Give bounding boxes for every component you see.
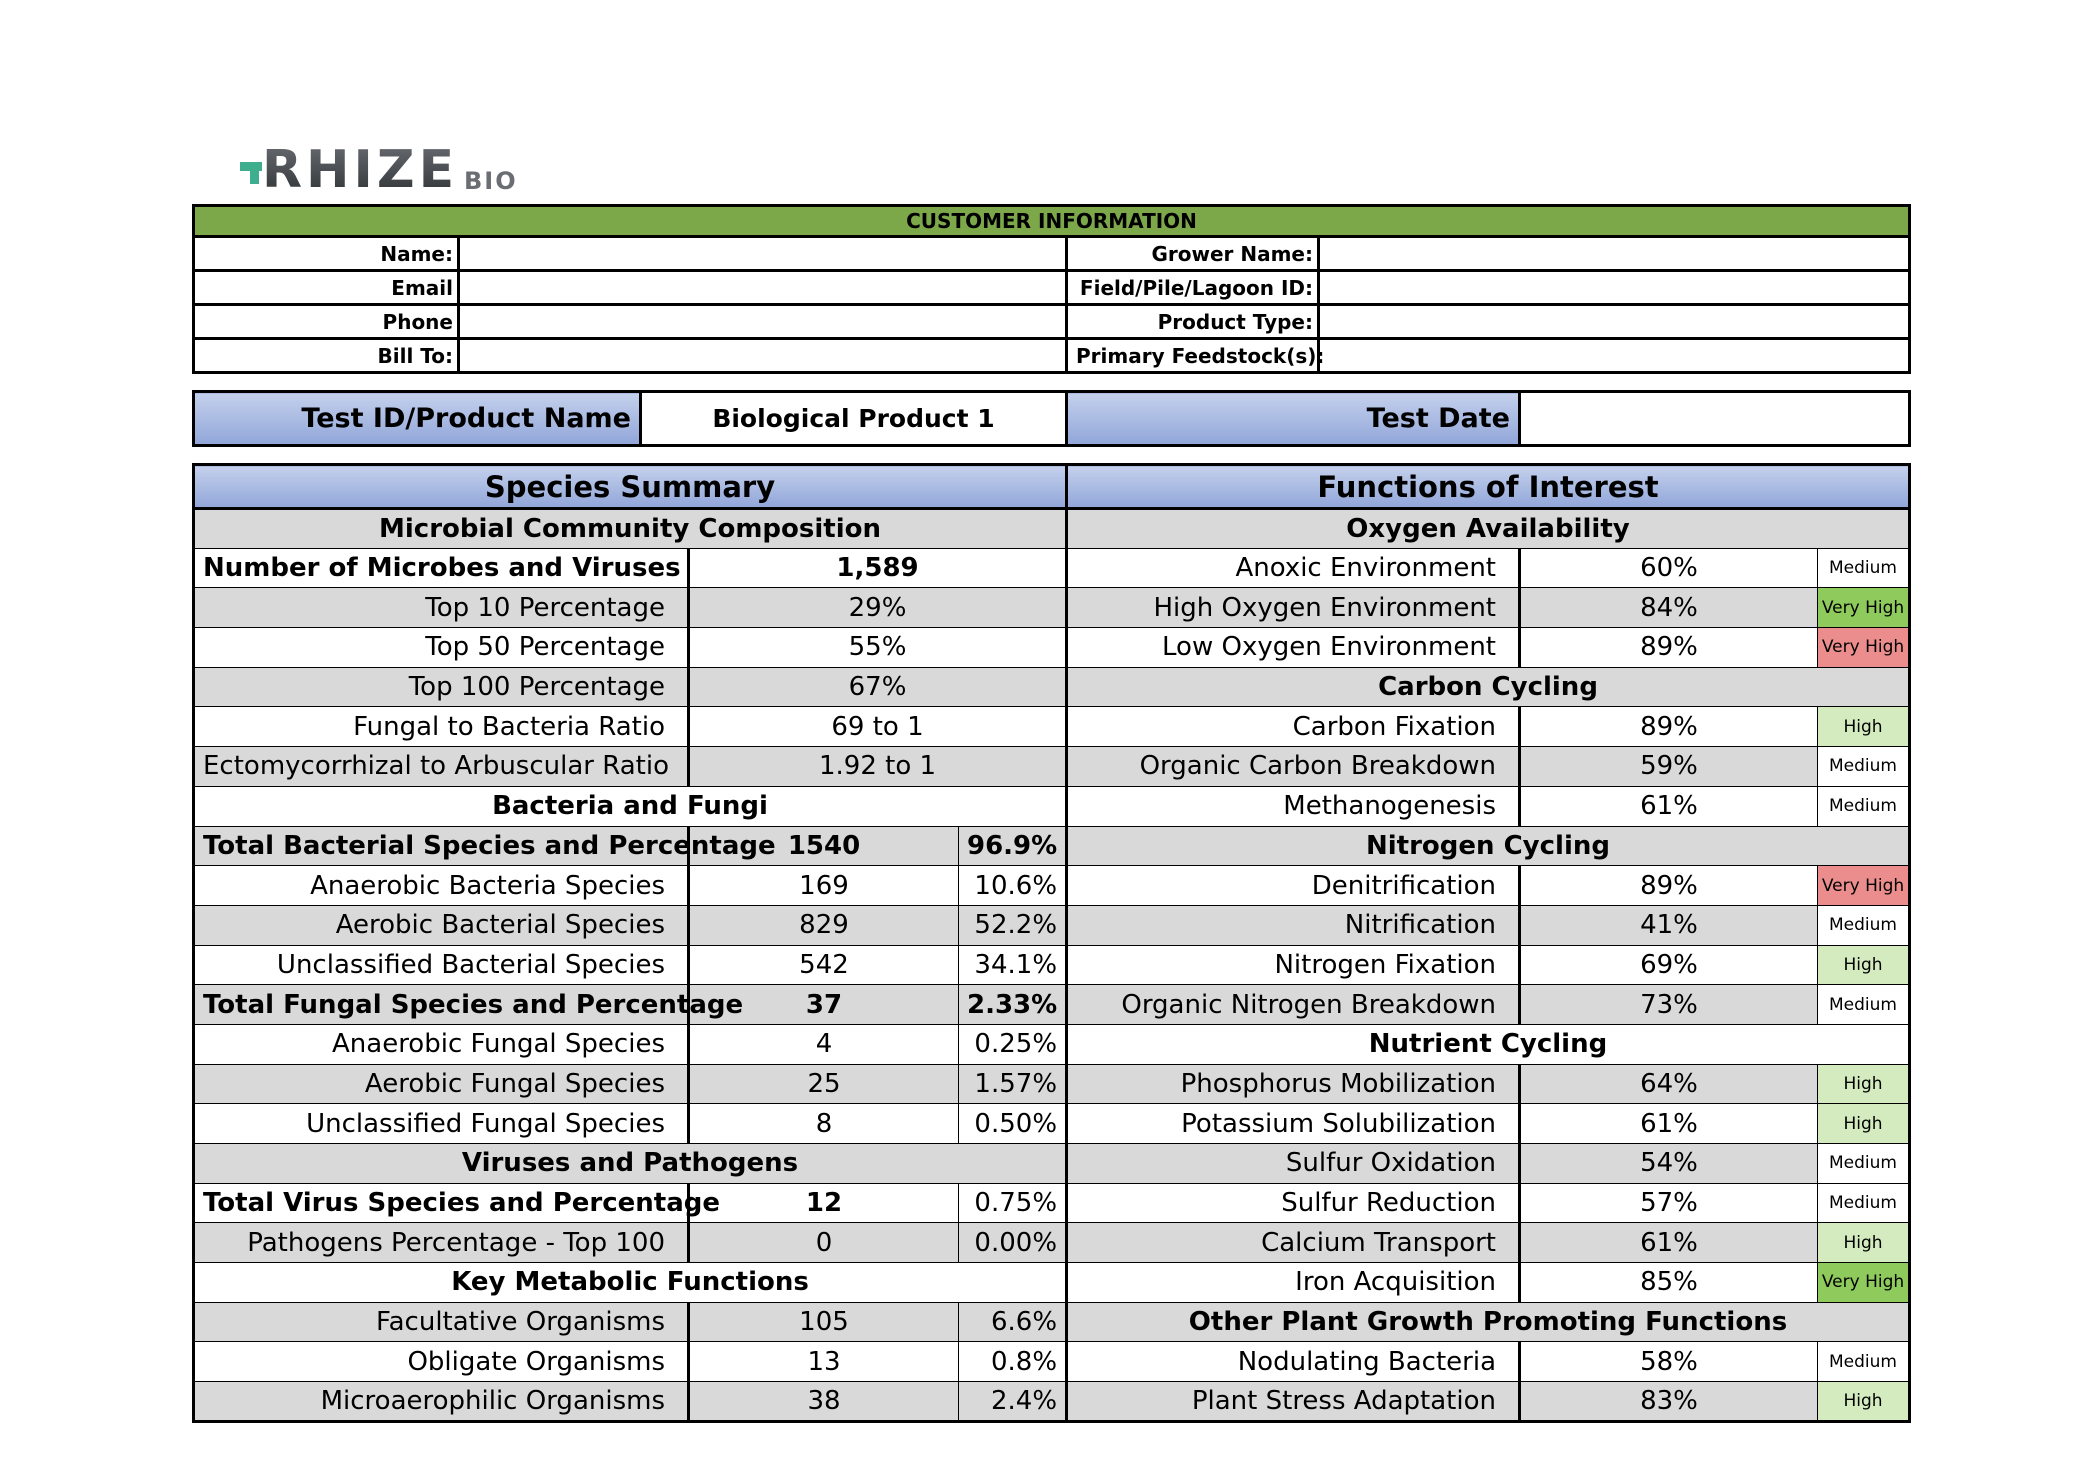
rating-badge: High [1818,1104,1910,1144]
row-label: Pathogens Percentage - Top 100 [194,1223,689,1263]
row-count: 829 [689,905,959,945]
row-value: 1,589 [689,548,1067,588]
row-label: Low Oxygen Environment [1067,628,1520,668]
functions-of-interest-title: Functions of Interest [1067,465,1910,509]
test-date-value[interactable] [1520,392,1910,446]
row-percentage: 83% [1520,1382,1818,1422]
row-count: 1540 [689,826,959,866]
row-count: 38 [689,1382,959,1422]
row-percentage: 60% [1520,548,1818,588]
test-id-value[interactable]: Biological Product 1 [641,392,1067,446]
row-count: 169 [689,866,959,906]
row-label: Obligate Organisms [194,1342,689,1382]
row-percentage: 0.75% [959,1183,1067,1223]
row-label: Denitrification [1067,866,1520,906]
row-percentage: 41% [1520,905,1818,945]
row-percentage: 6.6% [959,1302,1067,1342]
rating-badge: Very High [1818,866,1910,906]
rating-badge: Medium [1818,905,1910,945]
row-value: 67% [689,667,1067,707]
row-percentage: 64% [1520,1064,1818,1104]
phone-label: Phone [194,305,459,339]
row-label: Plant Stress Adaptation [1067,1382,1520,1422]
row-label: Unclassified Fungal Species [194,1104,689,1144]
section-header: Nutrient Cycling [1067,1024,1910,1064]
bill-to-label: Bill To: [194,339,459,373]
row-label: Nodulating Bacteria [1067,1342,1520,1382]
rating-badge: Medium [1818,786,1910,826]
row-label: Organic Nitrogen Breakdown [1067,985,1520,1025]
row-count: 37 [689,985,959,1025]
species-summary-title: Species Summary [194,465,1067,509]
row-percentage: 52.2% [959,905,1067,945]
row-label: Carbon Fixation [1067,707,1520,747]
row-percentage: 73% [1520,985,1818,1025]
rating-badge: High [1818,1064,1910,1104]
section-header: Viruses and Pathogens [194,1144,1067,1184]
rhize-bio-logo [238,140,538,200]
row-label: Top 50 Percentage [194,628,689,668]
section-header: Bacteria and Fungi [194,786,1067,826]
row-count: 542 [689,945,959,985]
row-percentage: 89% [1520,628,1818,668]
row-label: Unclassified Bacterial Species [194,945,689,985]
email-field[interactable] [459,271,1067,305]
field-id-field[interactable] [1319,271,1910,305]
rating-badge: Very High [1818,588,1910,628]
species-summary-table [192,463,1068,1423]
row-percentage: 0.00% [959,1223,1067,1263]
name-label: Name: [194,237,459,271]
row-count: 13 [689,1342,959,1382]
rating-badge: Medium [1818,1183,1910,1223]
grower-name-label: Grower Name: [1067,237,1319,271]
row-label: Anoxic Environment [1067,548,1520,588]
rating-badge: Medium [1818,548,1910,588]
row-label: Aerobic Bacterial Species [194,905,689,945]
row-label: Microaerophilic Organisms [194,1382,689,1422]
row-count: 8 [689,1104,959,1144]
rating-badge: Medium [1818,985,1910,1025]
row-percentage: 89% [1520,707,1818,747]
customer-information-table [192,204,1911,374]
row-label: Organic Carbon Breakdown [1067,747,1520,787]
row-percentage: 2.33% [959,985,1067,1025]
functions-of-interest-table [1065,463,1911,1423]
rating-badge: High [1818,1382,1910,1422]
row-percentage: 54% [1520,1144,1818,1184]
row-percentage: 0.50% [959,1104,1067,1144]
rating-badge: High [1818,707,1910,747]
row-percentage: 61% [1520,786,1818,826]
row-count: 105 [689,1302,959,1342]
row-percentage: 2.4% [959,1382,1067,1422]
section-header: Oxygen Availability [1067,509,1910,549]
rating-badge: Medium [1818,1144,1910,1184]
row-percentage: 69% [1520,945,1818,985]
row-percentage: 96.9% [959,826,1067,866]
row-percentage: 61% [1520,1104,1818,1144]
rating-badge: High [1818,945,1910,985]
row-percentage: 89% [1520,866,1818,906]
row-label: Anaerobic Bacteria Species [194,866,689,906]
section-header: Nitrogen Cycling [1067,826,1910,866]
row-label: Potassium Solubilization [1067,1104,1520,1144]
row-percentage: 84% [1520,588,1818,628]
row-label: Sulfur Oxidation [1067,1144,1520,1184]
row-value: 55% [689,628,1067,668]
row-label: Calcium Transport [1067,1223,1520,1263]
row-label: Top 10 Percentage [194,588,689,628]
row-percentage: 34.1% [959,945,1067,985]
row-label: Methanogenesis [1067,786,1520,826]
row-value: 29% [689,588,1067,628]
rating-badge: Very High [1818,1263,1910,1303]
row-percentage: 85% [1520,1263,1818,1303]
row-label: Anaerobic Fungal Species [194,1024,689,1064]
row-label: Total Fungal Species and Percentage [194,985,689,1025]
primary-feedstock-field[interactable] [1319,339,1910,373]
test-date-label: Test Date [1067,392,1520,446]
rating-badge: High [1818,1223,1910,1263]
row-percentage: 1.57% [959,1064,1067,1104]
test-id-label: Test ID/Product Name [194,392,641,446]
row-count: 4 [689,1024,959,1064]
row-value: 69 to 1 [689,707,1067,747]
row-label: Nitrogen Fixation [1067,945,1520,985]
section-header: Other Plant Growth Promoting Functions [1067,1302,1910,1342]
logo-subword: BIO [464,167,518,195]
primary-feedstock-label: Primary Feedstock(s): [1067,339,1319,373]
email-label: Email [194,271,459,305]
row-count: 12 [689,1183,959,1223]
row-label: Iron Acquisition [1067,1263,1520,1303]
phone-field[interactable] [459,305,1067,339]
section-header: Microbial Community Composition [194,509,1067,549]
customer-information-header: CUSTOMER INFORMATION [194,206,1910,237]
row-label: Phosphorus Mobilization [1067,1064,1520,1104]
row-percentage: 10.6% [959,866,1067,906]
row-label: Ectomycorrhizal to Arbuscular Ratio [194,747,689,787]
row-label: Facultative Organisms [194,1302,689,1342]
row-percentage: 58% [1520,1342,1818,1382]
rating-badge: Very High [1818,628,1910,668]
row-label: Number of Microbes and Viruses [194,548,689,588]
row-label: Fungal to Bacteria Ratio [194,707,689,747]
row-label: Sulfur Reduction [1067,1183,1520,1223]
row-label: High Oxygen Environment [1067,588,1520,628]
rating-badge: Medium [1818,747,1910,787]
section-header: Key Metabolic Functions [194,1263,1067,1303]
bill-to-field[interactable] [459,339,1067,373]
logo-wordmark: RHIZE [262,140,459,200]
row-percentage: 0.8% [959,1342,1067,1382]
grower-name-field[interactable] [1319,237,1910,271]
row-label: Aerobic Fungal Species [194,1064,689,1104]
row-percentage: 57% [1520,1183,1818,1223]
row-label: Top 100 Percentage [194,667,689,707]
row-percentage: 61% [1520,1223,1818,1263]
rating-badge: Medium [1818,1342,1910,1382]
row-value: 1.92 to 1 [689,747,1067,787]
row-label: Total Bacterial Species and Percentage [194,826,689,866]
product-type-label: Product Type: [1067,305,1319,339]
section-header: Carbon Cycling [1067,667,1910,707]
test-id-table [192,390,1911,447]
row-percentage: 0.25% [959,1024,1067,1064]
row-label: Nitrification [1067,905,1520,945]
product-type-field[interactable] [1319,305,1910,339]
row-count: 25 [689,1064,959,1104]
row-label: Total Virus Species and Percentage [194,1183,689,1223]
field-id-label: Field/Pile/Lagoon ID: [1067,271,1319,305]
row-percentage: 59% [1520,747,1818,787]
row-count: 0 [689,1223,959,1263]
name-field[interactable] [459,237,1067,271]
